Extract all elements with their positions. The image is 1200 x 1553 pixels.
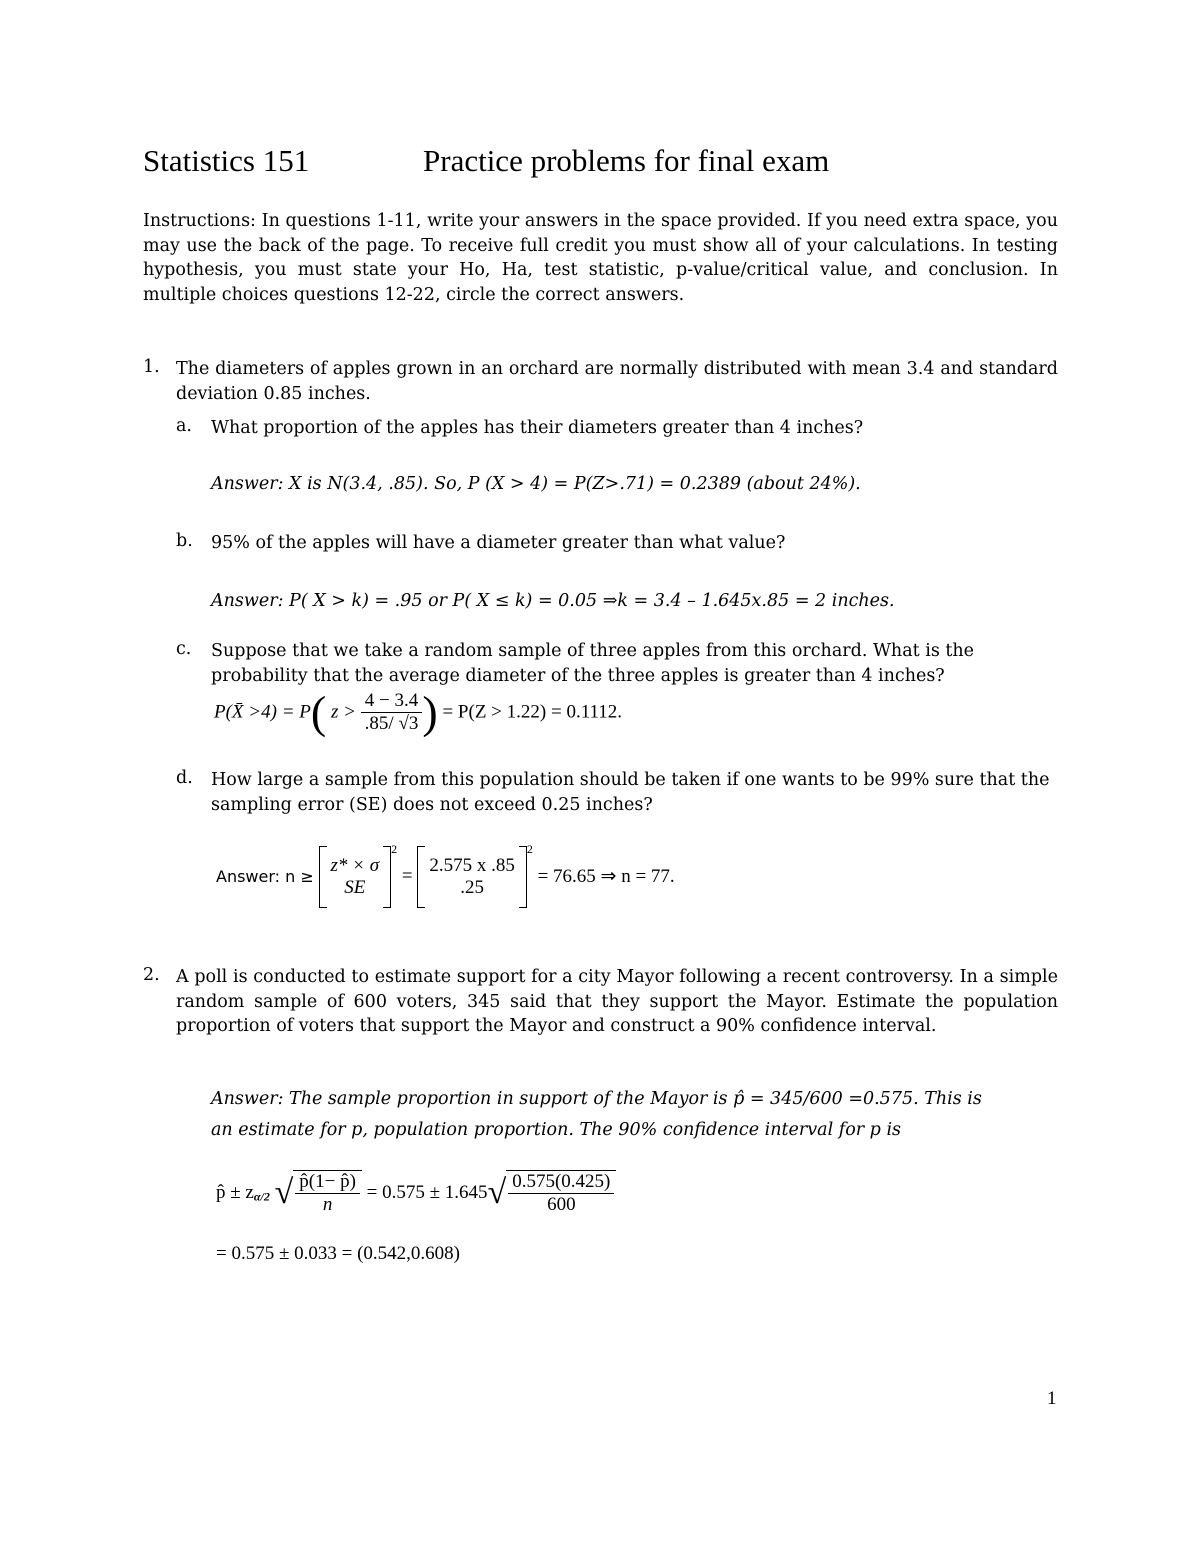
left-paren: ( [310,686,327,738]
q2-formula-lhs: p̂ ± z [216,1182,254,1203]
q1c-formula-rhs: = P(Z > 1.22) = 0.1112. [442,701,623,723]
q1d-numerator-1: z* × σ [330,854,380,876]
sqrt-icon: √ [487,1174,507,1211]
q1a-label: a. [176,416,192,436]
q1c-formula-lhs: P(X̄ >4) = P [214,701,311,723]
q1d-label: d. [176,768,193,788]
q1d-formula-rhs: = 76.65 ⇒ n = 77. [537,866,675,888]
q2-sqrt-2 [506,1170,616,1216]
course-title: Statistics 151 [143,143,310,178]
q2-formula-line-2: = 0.575 ± 0.033 = (0.542,0.608) [216,1243,461,1264]
q2-fraction-1 [295,1171,360,1216]
q1c-formula-numerator: 4 − 3.4 [361,690,423,713]
q1c-label: c. [176,639,192,659]
q2-denominator-1: n [322,1194,333,1215]
q2-answer-line-2: an estimate for p, population proportion. The 90% confidence interval for p is [211,1120,902,1140]
left-bracket [417,846,425,908]
right-bracket [519,846,527,908]
question-2-number: 2. [143,965,160,985]
left-bracket [319,846,327,908]
q1a-text: What proportion of the apples has their diameters greater than 4 inches? [211,418,864,438]
q1c-formula [214,686,623,738]
sqrt-icon: √ [274,1174,294,1211]
q1b-answer: Answer: P( X > k) = .95 or P( X ≤ k) = 0.05 ⇒k = 3.4 – 1.645x.85 = 2 inches. [211,591,895,611]
q1d-denominator-1: SE [344,876,366,898]
question-2-text: A poll is conducted to estimate support for a city Mayor following a recent controversy. In a simple random sample of 600 voters, 345 said that they support the Mayor. Estimate the population proportion of voters that support the Mayor and construct a 90% confidence interval. [176,967,1058,1036]
page-number: 1 [1047,1388,1057,1409]
q2-formula-sub: α/2 [253,1189,270,1204]
instructions-paragraph: Instructions: In questions 1-11, write your answers in the space provided. If you need extra space, you may use the back of the page. To receive full credit you must show all of your calculations. In testing hypothesis, you must state your Ho, Ha, test statistic, p-value/critical value, and conclusion. In multiple choices questions 12-22, circle the correct answers. [143,211,1058,305]
q2-formula-mid: = 0.575 ± 1.645 [366,1182,488,1203]
q1d-equals: = [401,865,413,887]
q2-answer-line-1: Answer: The sample proportion in support of the Mayor is p̂ = 345/600 =0.575. This is [211,1089,982,1109]
question-1-text: The diameters of apples grown in an orchard are normally distributed with mean 3.4 and standard deviation 0.85 inches. [176,359,1058,404]
q1d-text: How large a sample from this population should be taken if one wants to be 99% sure that the sampling error (SE) does not exceed 0.25 inches? [211,770,1050,815]
right-paren: ) [422,686,438,738]
q1c-formula-denominator: .85/ √3 [364,713,419,734]
q1d-power-1: 2 [391,842,398,856]
right-bracket [383,846,391,908]
question-1-number: 1. [143,357,160,377]
q1c-formula-fraction [361,690,423,735]
q1d-numerator-2: 2.575 x .85 [429,854,515,876]
document-title: Practice problems for final exam [423,143,830,178]
q1d-fraction-1 [327,855,384,899]
q1c-text: Suppose that we take a random sample of three apples from this orchard. What is the probability that the average diameter of the three apples is greater than 4 inches? [211,641,975,686]
q1d-formula-lhs: Answer: n ≥ [216,867,314,887]
q2-sqrt-1 [293,1170,362,1216]
q1a-answer: Answer: X is N(3.4, .85). So, P (X > 4) = P(Z>.71) = 0.2389 (about 24%). [211,474,861,494]
q1b-label: b. [176,531,193,551]
q2-fraction-2 [508,1171,614,1216]
q2-denominator-2: 600 [547,1194,576,1215]
q2-formula [216,1170,616,1216]
q1d-power-2: 2 [526,842,533,856]
q2-numerator-1: p̂(1− p̂) [295,1171,360,1194]
q1d-formula [216,842,675,908]
q1d-fraction-2 [425,855,519,899]
q2-numerator-2: 0.575(0.425) [508,1171,614,1194]
q1d-denominator-2: .25 [460,876,484,898]
q1b-text: 95% of the apples will have a diameter greater than what value? [211,533,786,553]
q1c-formula-z: z > [330,701,356,723]
